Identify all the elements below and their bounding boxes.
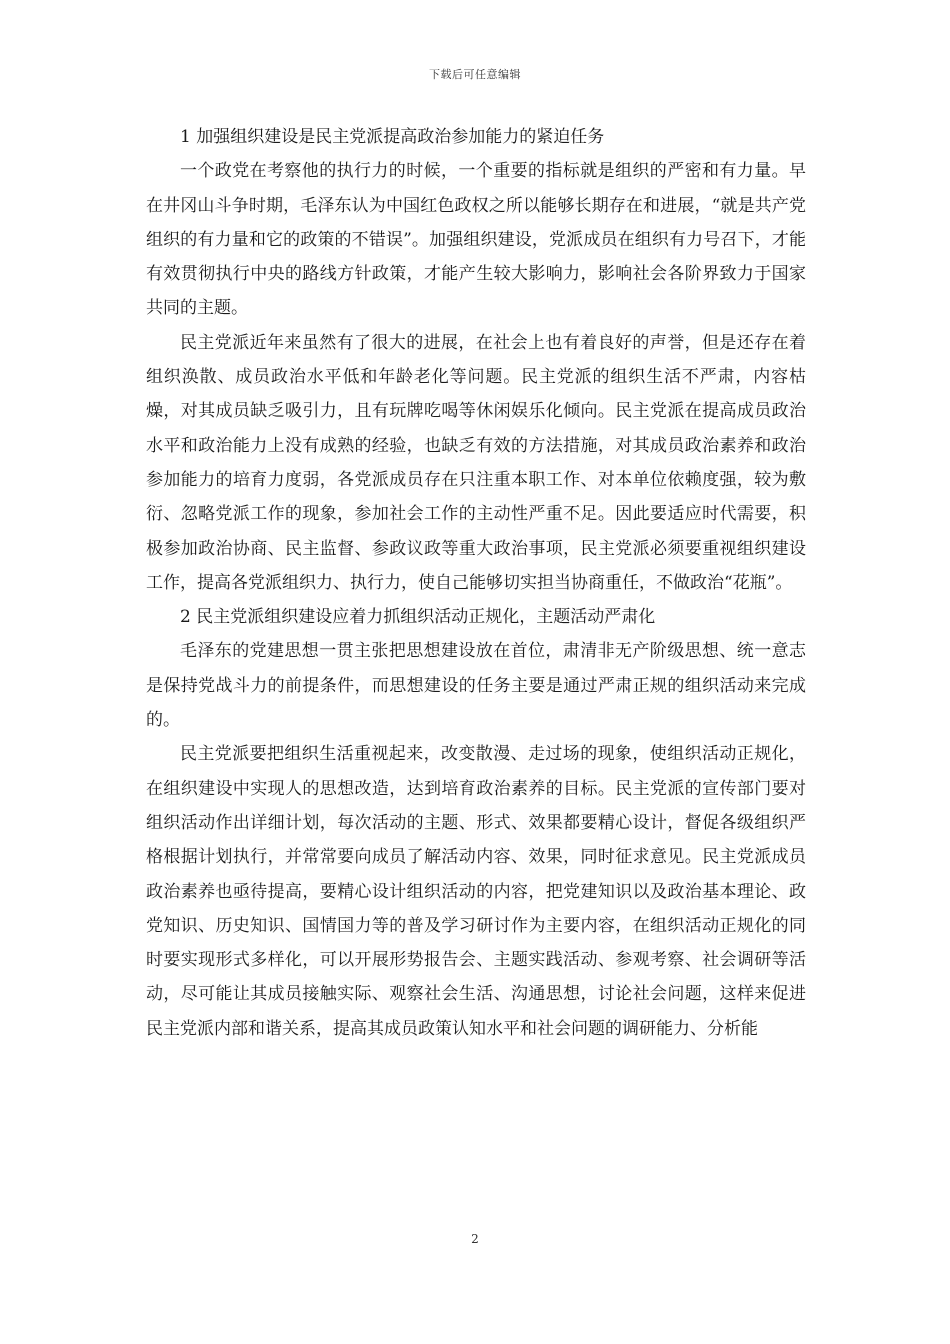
page-number: 2 xyxy=(471,1232,479,1246)
page-header: 下载后可任意编辑 xyxy=(429,68,521,81)
body-paragraph: 民主党派近年来虽然有了很大的进展，在社会上也有着良好的声誉，但是还存在着组织涣散、成员政治水平低和年龄老化等问题。民主党派的组织生活不严肃，内容枯燥，对其成员缺乏吸引力，且有玩牌吃喝等休闲娱乐化倾向。民主党派在提高成员政治水平和政治能力上没有成熟的经验，也缺乏有效的方法措施，对其成员政治素养和政治参加能力的培育力度弱，各党派成员存在只注重本职工作、对本单位依赖度强，较为敷衍、忽略党派工作的现象，参加社会工作的主动性严重不足。因此要适应时代需要，积极参加政治协商、民主监督、参政议政等重大政治事项，民主党派必须要重视组织建设工作，提高各党派组织力、执行力，使自己能够切实担当协商重任，不做政治“花瓶”。 xyxy=(146,332,806,593)
section-heading-2: 2 民主党派组织建设应着力抓组织活动正规化，主题活动严肃化 xyxy=(180,607,656,628)
document-body xyxy=(146,120,806,1046)
body-paragraph: 民主党派要把组织生活重视起来，改变散漫、走过场的现象，使组织活动正规化，在组织建设中实现人的思想改造，达到培育政治素养的目标。民主党派的宣传部门要对组织活动作出详细计划，每次活动的主题、形式、效果都要精心设计，督促各级组织严格根据计划执行，并常常要向成员了解活动内容、效果，同时征求意见。民主党派成员政治素养也亟待提高，要精心设计组织活动的内容，把党建知识以及政治基本理论、政党知识、历史知识、国情国力等的普及学习研讨作为主要内容，在组织活动正规化的同时要实现形式多样化，可以开展形势报告会、主题实践活动、参观考察、社会调研等活动，尽可能让其成员接触实际、观察社会生活、沟通思想，讨论社会问题，这样来促进民主党派内部和谐关系，提高其成员政策认知水平和社会问题的调研能力、分析能 xyxy=(146,744,806,1039)
body-paragraph: 毛泽东的党建思想一贯主张把思想建设放在首位，肃清非无产阶级思想、统一意志是保持党战斗力的前提条件，而思想建设的任务主要是通过严肃正规的组织活动来完成的。 xyxy=(146,641,806,731)
body-paragraph: 一个政党在考察他的执行力的时候，一个重要的指标就是组织的严密和有力量。早在井冈山斗争时期，毛泽东认为中国红色政权之所以能够长期存在和进展，“就是共产党组织的有力量和它的政策的不错误”。加强组织建设，党派成员在组织有力号召下，才能有效贯彻执行中央的路线方针政策，才能产生较大影响力，影响社会各阶界致力于国家共同的主题。 xyxy=(146,161,806,319)
section-heading-1: 1 加强组织建设是民主党派提高政治参加能力的紧迫任务 xyxy=(180,127,605,147)
